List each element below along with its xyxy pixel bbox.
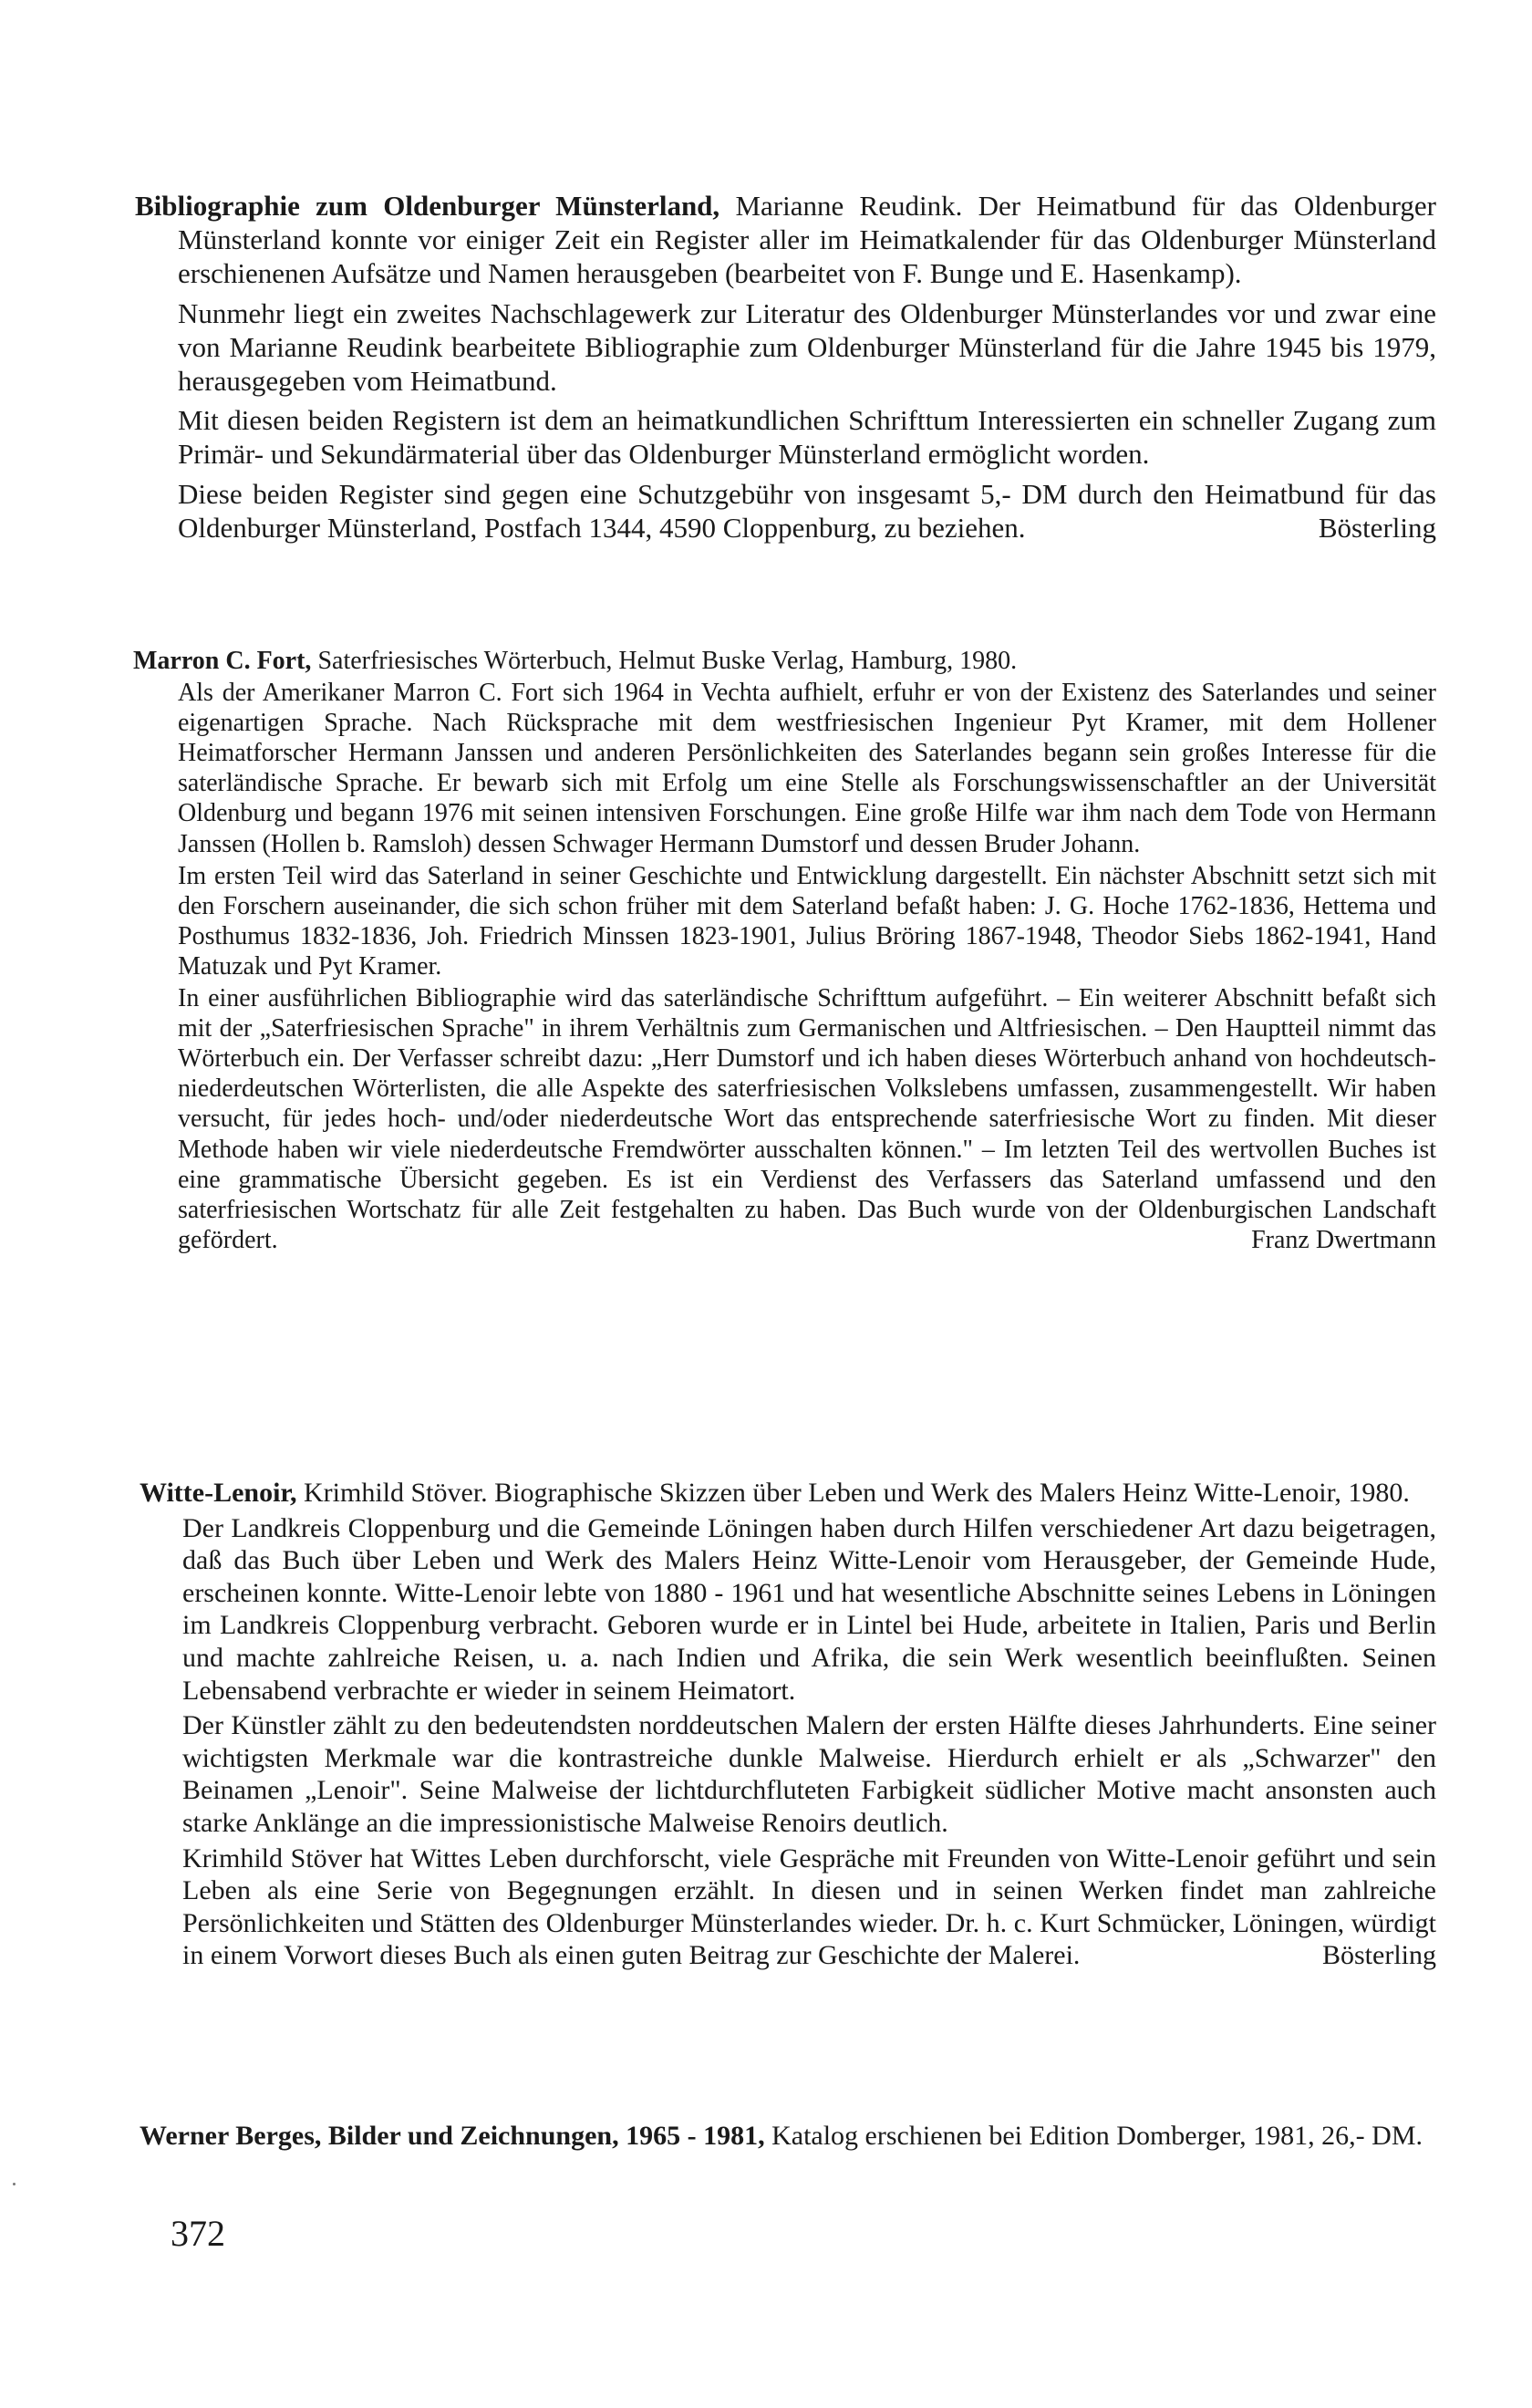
entry-heading: Bibliographie zum Oldenburger Münsterland, (135, 190, 720, 222)
entry-first-paragraph (135, 189, 1436, 291)
entry-text: Katalog erschienen bei Edition Domberger, 1981, 26,- DM. (771, 2121, 1423, 2151)
entry-text: Marianne Reudink. Der Heimatbund für das Oldenburger Münsterland konnte vor einiger Zeit ein Register aller im Heimatkalender für das Oldenburger Münsterland erschienenen Aufsätze und Namen herausgeben (bearbeitet von F. Bunge und E. Hasenkamp). (178, 190, 1436, 290)
entry-paragraph: Als der Amerikaner Marron C. Fort sich 1964 in Vechta aufhielt, erfuhr er von der Existenz des Saterlandes und seiner eigenartigen Sprache. Nach Rücksprache mit dem westfriesischen Ingenieur Pyt Kramer, mit dem Hollener Heimatforscher Hermann Janssen und anderen Persönlichkeiten des Saterlandes begann sein großes Interesse für die saterländische Sprache. Er bewarb sich mit Erfolg um eine Stelle als Forschungswissenschaftler an der Universität Oldenburg und begann 1976 mit seinen intensiven Forschungen. Eine große Hilfe war ihm nach dem Tode von Hermann Janssen (Hollen b. Ramsloh) dessen Schwager Hermann Dumstorf und dessen Bruder Johann. (178, 679, 1436, 858)
entry-paragraph: Im ersten Teil wird das Saterland in seiner Geschichte und Entwicklung dargestellt. Ein nächster Abschnitt setzt sich mit den Forschern auseinander, die sich schon früher mit dem Saterland befaßt haben: J. G. Hoche 1762-1836, Hettema und Posthumus 1832-1836, Joh. Friedrich Minssen 1823-1901, Julius Bröring 1867-1948, Theodor Siebs 1862-1941, Hand Matuzak und Pyt Kramer. (178, 861, 1436, 981)
entry-first-paragraph (140, 1477, 1436, 1510)
entry-heading: Werner Berges, Bilder und Zeichnungen, 1965 - 1981, (140, 2121, 765, 2151)
entry-text: In einer ausführlichen Bibliographie wird das saterländische Schrifttum aufgeführt. – Ein weiterer Abschnitt befaßt sich mit der „Saterfriesischen Sprache" in ihrem Verhältnis zum Germanischen und Altfriesischen. – Den Hauptteil nimmt das Wörterbuch ein. Der Verfasser schreibt dazu: „Herr Dumstorf und ich haben dieses Wörterbuch anhand von hochdeutsch-niederdeutschen Wörterlisten, die alle Aspekte des saterfriesischen Volkslebens umfassen, zusammengestellt. Wir haben versucht, für jedes hoch- und/oder niederdeutsche Wort das entsprechende saterfriesische Wort zu finden. Mit dieser Methode haben wir viele niederdeutsche Fremdwörter ausschalten können." – Im letzten Teil des wertvollen Buches ist eine grammatische Übersicht gegeben. Es ist ein Verdienst des Verfassers das Saterland umfassend und den saterfriesischen Wortschatz für alle Zeit festgehalten zu haben. Das Buch wurde von der Oldenburgischen Landschaft gefördert. (178, 984, 1436, 1254)
review-entry-fort (133, 646, 1436, 1255)
reviewer-signature: Bösterling (1318, 511, 1436, 544)
entry-paragraph (178, 983, 1436, 1255)
entry-text: Saterfriesisches Wörterbuch, Helmut Buske Verlag, Hamburg, 1980. (317, 647, 1018, 675)
entry-first-paragraph (140, 2119, 1436, 2153)
entry-paragraph: Der Landkreis Cloppenburg und die Gemeinde Löningen haben durch Hilfen verschiedener Art dazu beigetragen, daß das Buch über Leben und Werk des Malers Heinz Witte-Lenoir vom Herausgeber, der Gemeinde Hude, erscheinen konnte. Witte-Lenoir lebte von 1880 - 1961 und hat wesentliche Abschnitte seines Lebens in Löningen im Landkreis Cloppenburg verbracht. Geboren wurde er in Lintel bei Hude, arbeitete in Italien, Paris und Berlin und machte zahlreiche Reisen, u. a. nach Indien und Afrika, die sein Werk wesentlich beeinflußten. Seinen Lebensabend verbrachte er wieder in seinem Heimatort. (182, 1512, 1436, 1706)
entry-paragraph: Der Künstler zählt zu den bedeutendsten norddeutschen Malern der ersten Hälfte dieses Jahrhunderts. Eine seiner wichtigsten Merkmale war die kontrastreiche dunkle Malweise. Hierdurch erhielt er als „Schwarzer" den Beinamen „Lenoir". Seine Malweise der lichtdurchfluteten Farbigkeit südlicher Motive macht ansonsten auch starke Anklänge an die impressionistische Malweise Renoirs deutlich. (182, 1710, 1436, 1838)
reviewer-signature: Bösterling (1322, 1940, 1436, 1971)
entry-first-paragraph (133, 646, 1436, 676)
review-entry-bibliographie (135, 189, 1436, 545)
entry-text: Diese beiden Register sind gegen eine Schutzgebühr von insgesamt 5,- DM durch den Heimatbund für das Oldenburger Münsterland, Postfach 1344, 4590 Cloppenburg, zu beziehen. (178, 477, 1436, 544)
review-entry-witte-lenoir (140, 1477, 1436, 1972)
entry-paragraph (182, 1842, 1436, 1972)
entry-paragraph: Mit diesen beiden Registern ist dem an heimatkundlichen Schrifttum Interessierten ein schneller Zugang zum Primär- und Sekundärmaterial über das Oldenburger Münsterland ermöglicht worden. (178, 404, 1436, 471)
entry-text: Krimhild Stöver. Biographische Skizzen über Leben und Werk des Malers Heinz Witte-Lenoir, 1980. (304, 1478, 1410, 1508)
entry-text: Krimhild Stöver hat Wittes Leben durchforscht, viele Gespräche mit Freunden von Witte-Lenoir geführt und sein Leben als eine Serie von Begegnungen erzählt. In diesen und in seinen Werken findet man zahlreiche Persönlichkeiten und Stätten des Oldenburger Münsterlandes wieder. Dr. h. c. Kurt Schmücker, Löningen, würdigt in einem Vorwort dieses Buch als einen guten Beitrag zur Geschichte der Malerei. (182, 1842, 1436, 1971)
entry-paragraph (178, 477, 1436, 545)
entry-paragraph: Nunmehr liegt ein zweites Nachschlagewerk zur Literatur des Oldenburger Münsterlandes vor und zwar eine von Marianne Reudink bearbeitete Bibliographie zum Oldenburger Münsterland für die Jahre 1945 bis 1979, herausgegeben vom Heimatbund. (178, 296, 1436, 398)
entry-heading: Marron C. Fort, (133, 647, 312, 675)
scan-speck (13, 2183, 16, 2185)
page-number: 372 (171, 2213, 225, 2254)
review-entry-berges (140, 2119, 1436, 2153)
entry-heading: Witte-Lenoir, (140, 1478, 297, 1508)
reviewer-signature: Franz Dwertmann (1251, 1225, 1436, 1254)
